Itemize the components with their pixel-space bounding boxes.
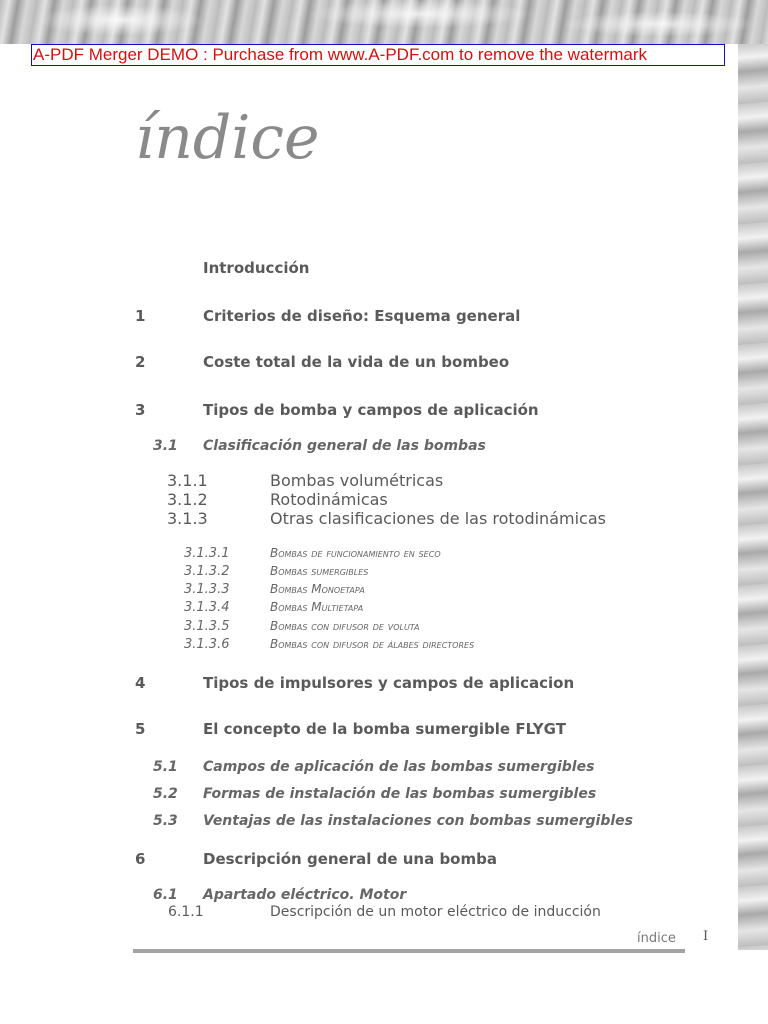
- toc-number: 5.2: [153, 786, 178, 802]
- toc-number: 4: [135, 674, 146, 692]
- toc-label: Tipos de impulsores y campos de aplicacion: [203, 674, 575, 692]
- footer-rule: [133, 949, 685, 953]
- toc-label: Apartado eléctrico. Motor: [203, 887, 407, 903]
- toc-number: 3.1.3.5: [184, 619, 230, 634]
- toc-number: 5.3: [153, 813, 178, 829]
- page-number: I: [703, 929, 709, 944]
- toc-label: Tipos de bomba y campos de aplicación: [203, 401, 539, 419]
- toc-number: 6.1.1: [168, 904, 204, 920]
- toc-number: 6: [135, 850, 146, 868]
- toc-number: 3: [135, 401, 146, 419]
- toc-number: 3.1.3.1: [184, 546, 230, 561]
- toc-label: Introducción: [203, 259, 310, 277]
- toc-label: Descripción de un motor eléctrico de inducción: [270, 904, 601, 920]
- toc-number: 6.1: [153, 887, 178, 903]
- decorative-top-band: [0, 0, 768, 44]
- toc-label: Clasificación general de las bombas: [203, 438, 486, 454]
- toc-number: 3.1.3.6: [184, 637, 230, 652]
- toc-label: Rotodinámicas: [270, 490, 388, 509]
- toc-number: 1: [135, 307, 146, 325]
- page-title: índice: [135, 103, 320, 173]
- toc-number: 3.1: [153, 438, 178, 454]
- toc-label: Bombas de funcionamiento en seco: [270, 546, 441, 560]
- toc-label: Coste total de la vida de un bombeo: [203, 353, 510, 371]
- toc-number: 3.1.3.2: [184, 564, 230, 579]
- toc-label: Ventajas de las instalaciones con bombas sumergibles: [203, 813, 634, 829]
- toc-label: Otras clasificaciones de las rotodinámicas: [270, 509, 606, 528]
- toc-number: 3.1.3: [167, 509, 208, 528]
- toc-label: Bombas sumergibles: [270, 564, 369, 578]
- decorative-right-band: [738, 44, 768, 950]
- toc-label: Descripción general de una bomba: [203, 850, 497, 868]
- toc-label: Bombas volumétricas: [270, 471, 444, 490]
- toc-label: Formas de instalación de las bombas sumergibles: [203, 786, 597, 802]
- toc-label: Bombas con difusor de voluta: [270, 619, 420, 633]
- toc-label: Bombas Monoetapa: [270, 582, 365, 596]
- toc-label: Bombas Multietapa: [270, 600, 364, 614]
- toc-number: 3.1.3.4: [184, 600, 230, 615]
- toc-label: El concepto de la bomba sumergible FLYGT: [203, 720, 566, 738]
- toc-number: 3.1.1: [167, 471, 208, 490]
- toc-label: Criterios de diseño: Esquema general: [203, 307, 521, 325]
- watermark-banner: A-PDF Merger DEMO : Purchase from www.A-PDF.com to remove the watermark: [31, 44, 725, 66]
- toc-label: Campos de aplicación de las bombas sumergibles: [203, 759, 595, 775]
- toc-number: 2: [135, 353, 146, 371]
- toc-number: 5: [135, 720, 146, 738]
- toc-number: 5.1: [153, 759, 178, 775]
- toc-number: 3.1.2: [167, 490, 208, 509]
- toc-number: 3.1.3.3: [184, 582, 230, 597]
- footer-label: índice: [637, 931, 676, 946]
- toc-label: Bombas con difusor de álabes directores: [270, 637, 475, 651]
